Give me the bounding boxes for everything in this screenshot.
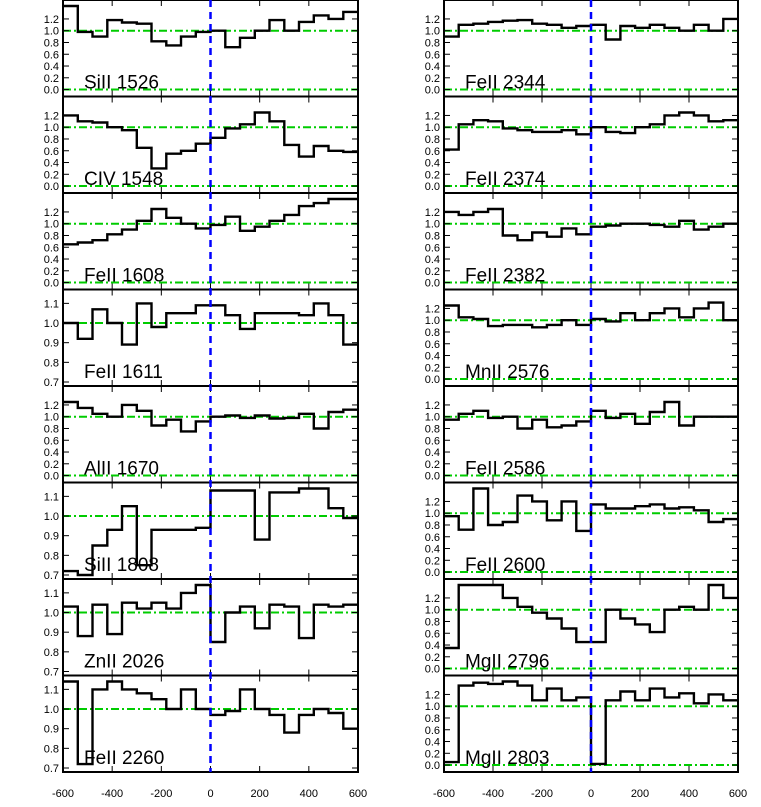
y-tick-label: 0.2 <box>424 362 440 375</box>
y-tick-label: 1.2 <box>424 110 440 123</box>
y-tick-label: 1.0 <box>43 25 59 38</box>
y-tick-label: 0.8 <box>43 423 59 436</box>
panel-label: FeII 2374 <box>465 169 546 190</box>
y-tick-label: 1.2 <box>424 592 440 605</box>
y-tick-label: 1.0 <box>424 218 440 231</box>
y-tick-label: 0.4 <box>43 157 59 170</box>
x-tick-label: 200 <box>630 788 650 800</box>
panel-feii-2382 <box>425 193 738 290</box>
panel-feii-2600 <box>425 483 738 580</box>
x-tick-label: -200 <box>150 788 173 800</box>
y-tick-label: 0.8 <box>43 133 59 146</box>
y-tick-label: 0.2 <box>43 169 59 182</box>
panel-alii-1670 <box>44 386 358 483</box>
panel-label: MgII 2796 <box>465 651 550 673</box>
y-tick-label: 0.6 <box>424 242 440 255</box>
y-tick-label: 0.7 <box>43 666 59 679</box>
y-tick-label: 1.2 <box>424 496 440 509</box>
y-tick-label: 1.0 <box>424 25 440 38</box>
y-tick-label: 1.1 <box>43 587 59 600</box>
panel-label: SiII 1808 <box>84 555 159 576</box>
y-tick-label: 1.0 <box>43 411 59 424</box>
y-tick-label: 0.8 <box>43 230 59 243</box>
x-tick-label: 200 <box>250 788 269 800</box>
y-tick-label: 0.0 <box>424 181 440 194</box>
y-tick-label: 0.2 <box>424 651 440 664</box>
y-tick-label: 0.4 <box>43 254 59 267</box>
panel-znii-2026 <box>44 579 358 679</box>
x-tick-label: -600 <box>432 788 456 800</box>
panel-feii-2344 <box>425 0 738 97</box>
y-tick-label: 1.0 <box>43 704 59 717</box>
y-tick-label: 0.8 <box>43 743 59 756</box>
y-tick-label: 0.8 <box>424 133 440 146</box>
y-tick-label: 0.2 <box>424 72 440 85</box>
y-tick-label: 0.8 <box>424 423 440 436</box>
panel-feii-2260 <box>44 676 358 776</box>
y-tick-label: 0.0 <box>43 84 59 97</box>
y-tick-label: 0.6 <box>424 49 440 62</box>
panel-label: AlII 1670 <box>84 458 159 480</box>
y-tick-label: 0.4 <box>424 543 440 556</box>
y-tick-label: 1.2 <box>424 399 440 412</box>
y-tick-label: 0.0 <box>424 374 440 387</box>
panel-mgii-2803 <box>425 676 738 773</box>
x-tick-label: -200 <box>530 788 554 800</box>
panel-label: FeII 2586 <box>465 458 546 480</box>
panel-label: SiII 1526 <box>84 72 159 94</box>
panel-civ-1548 <box>44 97 358 194</box>
y-tick-label: 0.9 <box>43 530 59 543</box>
y-tick-label: 0.2 <box>424 748 440 761</box>
y-tick-label: 0.0 <box>43 277 59 290</box>
x-tick-label: 400 <box>299 788 319 800</box>
x-tick-label: 0 <box>587 788 595 800</box>
x-tick-label: -600 <box>51 788 75 800</box>
y-tick-label: 0.6 <box>424 435 440 448</box>
y-tick-label: 0.0 <box>43 470 59 483</box>
y-tick-label: 0.7 <box>43 570 59 582</box>
x-tick-label: 0 <box>207 788 214 800</box>
y-tick-label: 0.8 <box>424 230 440 243</box>
y-tick-label: 0.7 <box>43 763 59 775</box>
x-tick-label: -400 <box>481 788 505 800</box>
y-tick-label: 0.2 <box>43 265 59 278</box>
panel-feii-1608 <box>44 193 358 290</box>
y-tick-label: 0.4 <box>424 640 440 653</box>
y-tick-label: 0.0 <box>424 567 440 580</box>
y-tick-label: 0.2 <box>424 265 440 278</box>
y-tick-label: 0.0 <box>424 277 440 290</box>
y-tick-label: 0.2 <box>43 72 59 85</box>
panel-label: FeII 1611 <box>84 362 163 383</box>
panel-mnii-2576 <box>425 290 738 387</box>
y-tick-label: 0.8 <box>424 37 440 50</box>
y-tick-label: 0.7 <box>43 377 59 389</box>
y-tick-label: 0.6 <box>424 338 440 351</box>
x-tick-label: 600 <box>728 788 748 800</box>
panel-label: FeII 1608 <box>84 265 165 287</box>
y-tick-label: 0.9 <box>43 723 59 736</box>
y-tick-label: 1.0 <box>424 508 440 521</box>
y-tick-label: 0.4 <box>424 350 440 363</box>
panel-feii-1611 <box>44 290 358 390</box>
y-tick-label: 0.6 <box>424 724 440 737</box>
y-tick-label: 1.0 <box>424 604 440 617</box>
y-tick-label: 0.6 <box>424 145 440 158</box>
y-tick-label: 0.0 <box>424 470 440 483</box>
y-tick-label: 0.4 <box>424 61 440 74</box>
y-tick-label: 0.6 <box>43 145 59 158</box>
y-tick-label: 1.0 <box>43 318 59 331</box>
y-tick-label: 0.6 <box>424 531 440 544</box>
x-tick-label: -400 <box>101 788 124 800</box>
y-tick-label: 0.4 <box>43 447 59 460</box>
y-tick-label: 1.2 <box>424 206 440 219</box>
y-tick-label: 0.4 <box>43 61 59 74</box>
y-tick-label: 0.4 <box>424 736 440 749</box>
y-tick-label: 0.6 <box>424 628 440 641</box>
y-tick-label: 1.2 <box>424 689 440 702</box>
panel-label: FeII 2260 <box>84 748 165 769</box>
y-tick-label: 1.0 <box>43 218 59 231</box>
y-tick-label: 0.0 <box>43 181 59 194</box>
panel-feii-2586 <box>425 386 738 483</box>
panel-label: FeII 2600 <box>465 555 546 576</box>
y-tick-label: 0.4 <box>424 447 440 460</box>
panel-label: ZnII 2026 <box>84 651 165 673</box>
y-tick-label: 0.0 <box>424 84 440 97</box>
x-tick-label: 600 <box>348 788 368 800</box>
y-tick-label: 0.2 <box>424 458 440 471</box>
panel-feii-2374 <box>425 97 738 194</box>
panel-label: MgII 2803 <box>465 748 550 769</box>
y-tick-label: 1.2 <box>43 206 59 219</box>
y-tick-label: 1.0 <box>43 607 59 620</box>
panel-siii-1808 <box>44 483 358 583</box>
y-tick-label: 0.8 <box>424 326 440 339</box>
y-tick-label: 1.2 <box>424 303 440 316</box>
y-tick-label: 0.6 <box>43 49 59 62</box>
y-tick-label: 1.0 <box>424 411 440 424</box>
y-tick-label: 0.9 <box>43 337 59 350</box>
y-tick-label: 1.2 <box>43 13 59 26</box>
x-tick-label: 400 <box>679 788 699 800</box>
y-tick-label: 0.2 <box>424 169 440 182</box>
y-tick-label: 0.8 <box>43 357 59 370</box>
y-tick-label: 0.8 <box>43 37 59 50</box>
y-tick-label: 0.0 <box>424 663 440 676</box>
y-tick-label: 0.2 <box>424 555 440 568</box>
panel-siii-1526 <box>44 0 358 97</box>
y-tick-label: 1.0 <box>424 122 440 135</box>
panel-mgii-2796 <box>425 579 738 676</box>
y-tick-label: 0.8 <box>424 712 440 725</box>
y-tick-label: 0.4 <box>424 157 440 170</box>
panel-label: FeII 2344 <box>465 72 546 94</box>
y-tick-label: 1.0 <box>424 315 440 328</box>
y-tick-label: 0.0 <box>424 760 440 773</box>
y-tick-label: 0.8 <box>424 519 440 532</box>
panel-label: MnII 2576 <box>465 362 550 383</box>
y-tick-label: 0.8 <box>424 616 440 629</box>
y-tick-label: 0.9 <box>43 627 59 640</box>
y-tick-label: 1.0 <box>424 701 440 714</box>
y-tick-label: 0.8 <box>43 646 59 659</box>
panel-label: FeII 2382 <box>465 265 546 287</box>
y-tick-label: 0.4 <box>424 254 440 267</box>
y-tick-label: 0.6 <box>43 435 59 448</box>
y-tick-label: 1.0 <box>43 122 59 135</box>
y-tick-label: 1.1 <box>43 298 59 311</box>
y-tick-label: 1.0 <box>43 511 59 524</box>
panel-label: CIV 1548 <box>84 169 164 190</box>
y-tick-label: 0.8 <box>43 550 59 563</box>
y-tick-label: 1.2 <box>43 110 59 123</box>
y-tick-label: 1.1 <box>43 684 59 697</box>
y-tick-label: 1.2 <box>43 399 59 412</box>
y-tick-label: 1.2 <box>424 13 440 26</box>
y-tick-label: 1.1 <box>43 491 59 504</box>
y-tick-label: 0.2 <box>43 458 59 471</box>
y-tick-label: 0.6 <box>43 242 59 255</box>
